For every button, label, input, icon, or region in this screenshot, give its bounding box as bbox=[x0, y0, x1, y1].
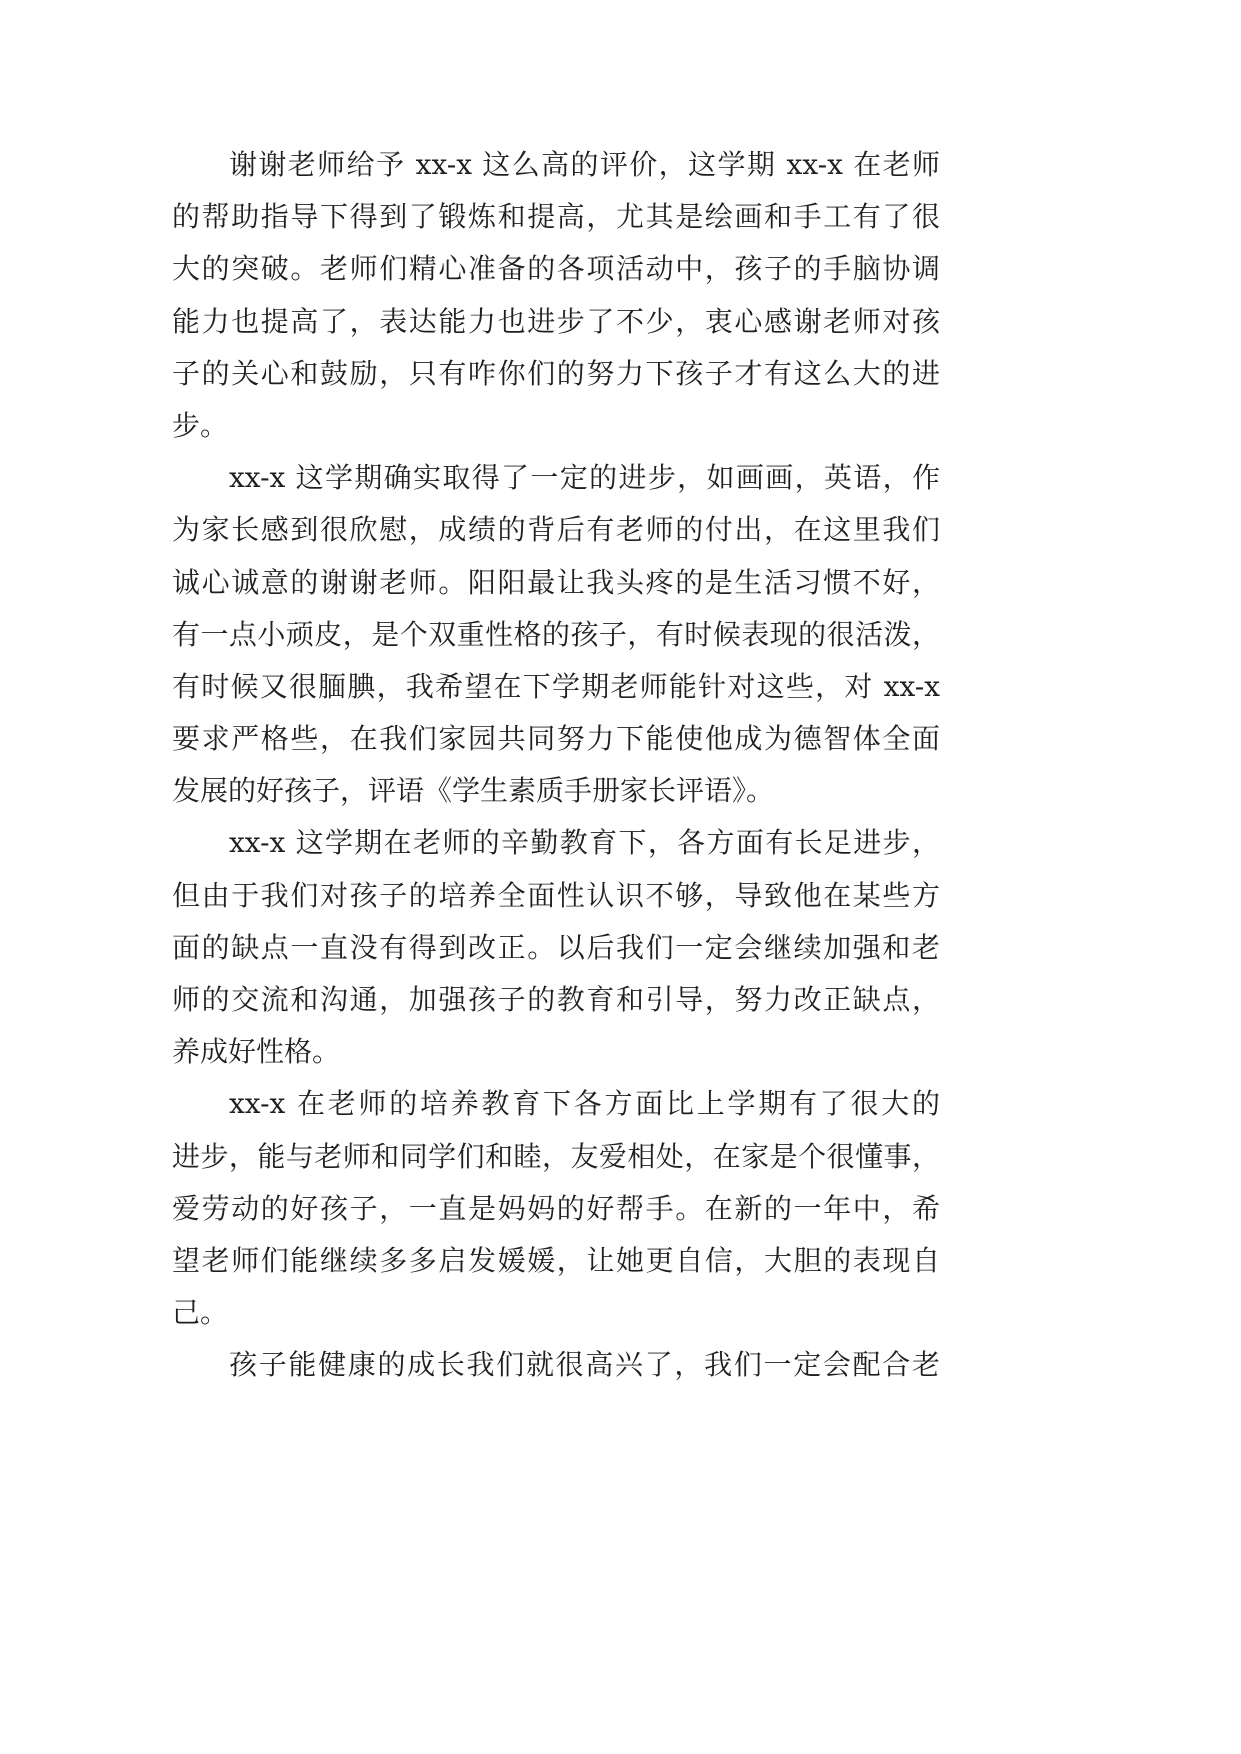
text-line: 但由于我们对孩子的培养全面性认识不够，导致他在某些方 bbox=[172, 878, 940, 912]
text-line: 能力也提高了，表达能力也进步了不少，衷心感谢老师对孩 bbox=[172, 304, 940, 338]
text-line: 进步，能与老师和同学们和睦，友爱相处，在家是个很懂事， bbox=[172, 1139, 940, 1173]
document-body bbox=[172, 139, 940, 1392]
text-line: xx-x 在老师的培养教育下各方面比上学期有了很大的 bbox=[229, 1087, 940, 1121]
text-line: 养成好性格。 bbox=[172, 1035, 341, 1069]
text-line: 子的关心和鼓励，只有咋你们的努力下孩子才有这么大的进 bbox=[172, 356, 940, 390]
text-line: xx-x 这学期在老师的辛勤教育下，各方面有长足进步， bbox=[229, 826, 940, 860]
text-line: 爱劳动的好孩子，一直是妈妈的好帮手。在新的一年中，希 bbox=[172, 1191, 940, 1225]
text-line: 的帮助指导下得到了锻炼和提高，尤其是绘画和手工有了很 bbox=[172, 200, 940, 234]
text-line: 有一点小顽皮，是个双重性格的孩子，有时候表现的很活泼， bbox=[172, 617, 940, 651]
text-line: 为家长感到很欣慰，成绩的背后有老师的付出，在这里我们 bbox=[172, 513, 940, 547]
text-line: 要求严格些，在我们家园共同努力下能使他成为德智体全面 bbox=[172, 722, 940, 756]
text-line: xx-x 这学期确实取得了一定的进步，如画画，英语，作 bbox=[229, 461, 940, 495]
text-line: 发展的好孩子，评语《学生素质手册家长评语》。 bbox=[172, 774, 775, 808]
text-line: 己。 bbox=[172, 1296, 229, 1330]
paragraph-3 bbox=[172, 817, 940, 1078]
text-line: 师的交流和沟通，加强孩子的教育和引导，努力改正缺点， bbox=[172, 983, 940, 1016]
paragraph-2 bbox=[172, 452, 940, 817]
text-line: 诚心诚意的谢谢老师。阳阳最让我头疼的是生活习惯不好， bbox=[172, 565, 940, 599]
paragraph-5 bbox=[172, 1339, 940, 1391]
text-line: 孩子能健康的成长我们就很高兴了，我们一定会配合老 bbox=[229, 1348, 940, 1382]
paragraph-1 bbox=[172, 139, 940, 452]
paragraph-4 bbox=[172, 1078, 940, 1339]
text-line: 大的突破。老师们精心准备的各项活动中，孩子的手脑协调 bbox=[172, 252, 940, 286]
text-line: 步。 bbox=[172, 408, 229, 442]
text-line: 面的缺点一直没有得到改正。以后我们一定会继续加强和老 bbox=[172, 930, 940, 964]
text-line: 望老师们能继续多多启发媛媛，让她更自信，大胆的表现自 bbox=[172, 1243, 940, 1277]
text-line: 谢谢老师给予 xx-x 这么高的评价，这学期 xx-x 在老师 bbox=[229, 148, 940, 181]
text-line: 有时候又很腼腆，我希望在下学期老师能针对这些，对 xx-x bbox=[172, 669, 940, 703]
